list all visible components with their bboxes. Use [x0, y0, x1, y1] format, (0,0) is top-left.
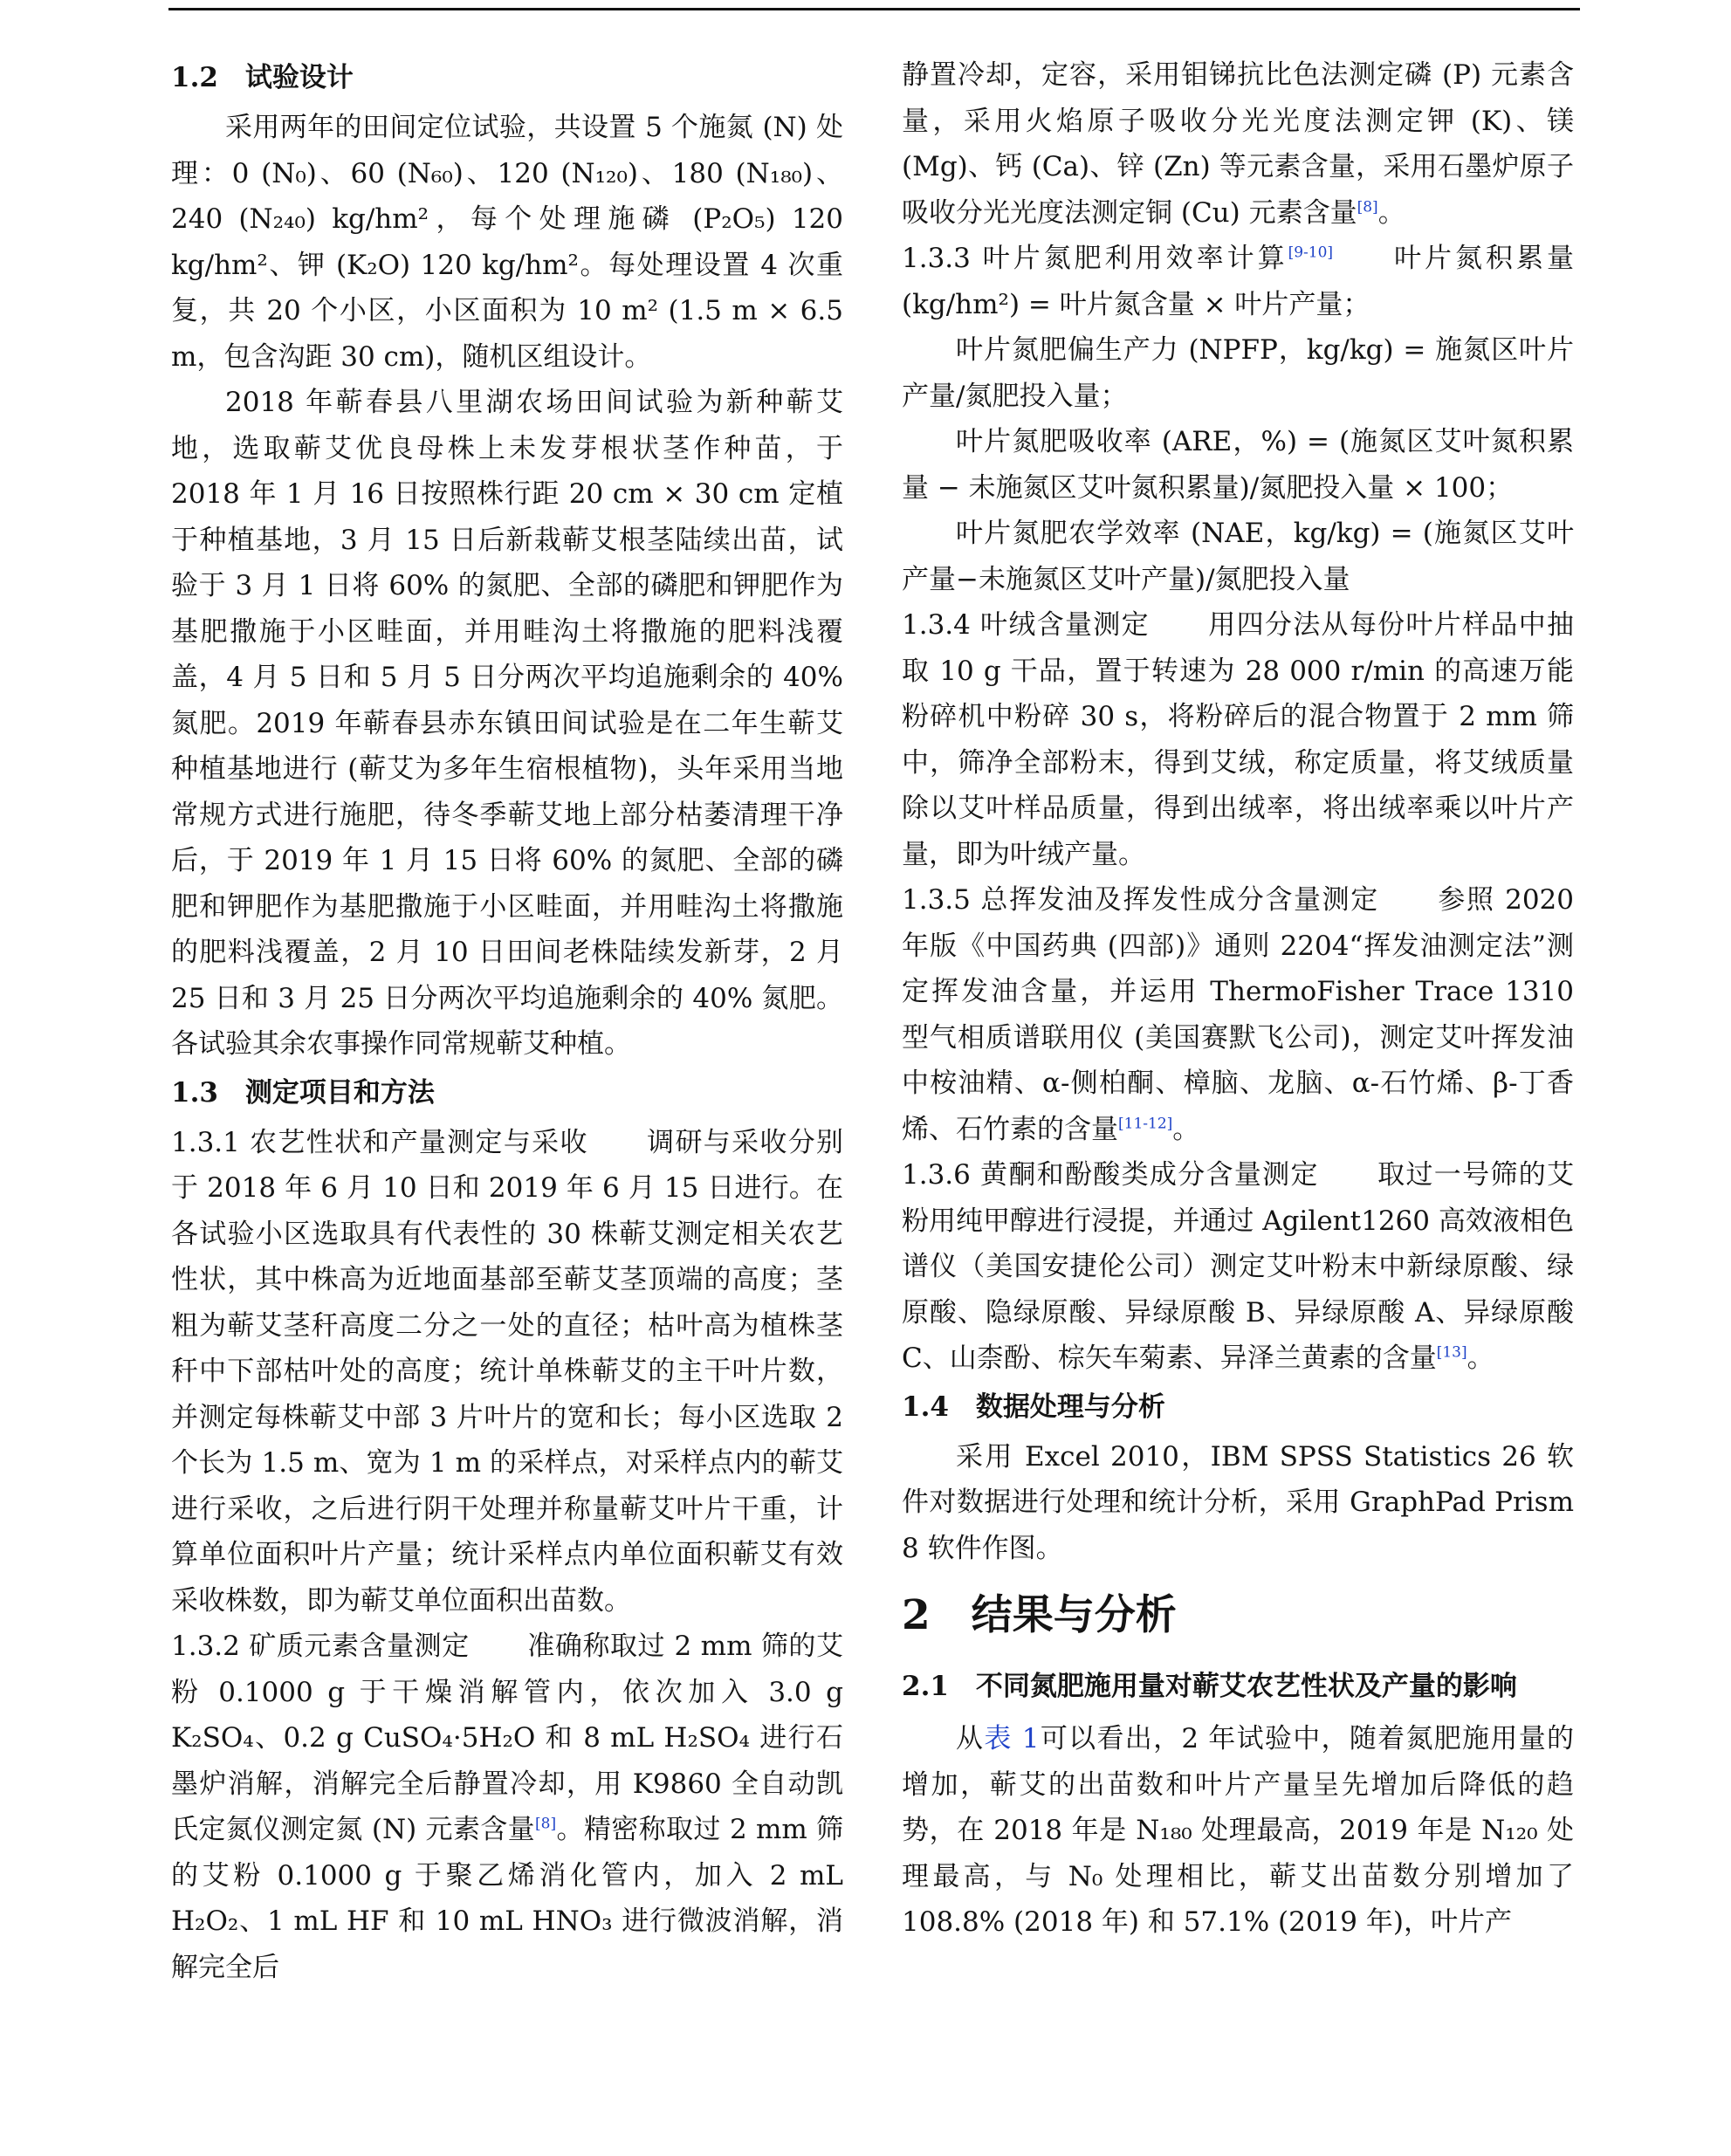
formula-are: 叶片氮肥吸收率 (ARE，%) = (施氮区艾叶氮积累量 − 未施氮区艾叶氮积累量)/氮肥投入量 × 100；	[902, 426, 1574, 504]
text-1-3-1: 调研与采收分别于 2018 年 6 月 10 日和 2019 年 6 月 15 日进行。在各试验小区选取具有代表性的 30 株蕲艾测定相关农艺性状，其中株高为近地面基部至蕲艾茎顶端的高度；茎粗为蕲艾茎秆高度二分之一处的直径；枯叶高为植株茎秆中下部枯叶处的高度；统计单株蕲艾的主干叶片数，并测定每株蕲艾中部 3 片叶片的宽和长；每小区选取 2 个长为 1.5 m、宽为 1 m 的采样点，对采样点内的蕲艾进行采收，之后进行阴干处理并称量蕲艾叶片干重，计算单位面积叶片产量；统计采样点内单位面积蕲艾有效采收株数，即为蕲艾单位面积出苗数。	[171, 1126, 844, 1617]
subheading-1-3-5: 1.3.5 总挥发油及挥发性成分含量测定	[902, 884, 1379, 916]
text-cont-a: 静置冷却，定容，采用钼锑抗比色法测定磷 (P) 元素含量，采用火焰原子吸收分光光度法测定钾 (K)、镁 (Mg)、钙 (Ca)、锌 (Zn) 等元素含量，采用石墨炉原子吸收分光光度法测定铜 (Cu) 元素含量	[902, 59, 1574, 229]
subheading-1-3-6: 1.3.6 黄酮和酚酸类成分含量测定	[902, 1159, 1319, 1191]
paragraph-1-3-1	[171, 1120, 843, 1624]
header-rule	[168, 8, 1580, 10]
paragraph-1-3-5: 1.3.5 总挥发油及挥发性成分含量测定 参照 2020 年版《中国药典 (四部)》通则 2204“挥发油测定法”测定挥发油含量，并运用 ThermoFisher Trace 1310 型气相质谱联用仪 (美国赛默飞公司)，测定艾叶挥发油中桉油精、α-侧柏酮、樟脑、龙脑、α-石竹烯、β-丁香烯、石竹素的含量[11-12]。	[902, 884, 1574, 1145]
subheading-1-3-1: 1.3.1 农艺性状和产量测定与采收	[171, 1126, 588, 1158]
text-1-3-4: 用四分法从每份叶片样品中抽取 10 g 干品，置于转速为 28 000 r/min 的高速万能粉碎机中粉碎 30 s，将粉碎后的混合物置于 2 mm 筛中，筛净全部粉末，得到艾绒，称定质量，将艾绒质量除以艾叶样品质量，得到出绒率，将出绒率乘以叶片产量，即为叶绒产量。	[902, 609, 1575, 870]
paragraph-1-3-3	[902, 236, 1574, 327]
section-heading-1-2: 1.2 试验设计	[171, 62, 354, 93]
text-1-3-2b: 。精密称取过 2 mm 筛的艾粉 0.1000 g 于聚乙烯消化管内，加入 2 mL H₂O₂、1 mL HF 和 10 mL HNO₃ 进行微波消解，消解完全后	[171, 1814, 843, 1983]
subheading-1-3-2: 1.3.2 矿质元素含量测定	[171, 1631, 470, 1662]
paragraph-field-trials: 2018 年蕲春县八里湖农场田间试验为新种蕲艾地，选取蕲艾优良母株上未发芽根状茎作种苗，于 2018 年 1 月 16 日按照株行距 20 cm × 30 cm 定植于种植基地，3 月 15 日后新栽蕲艾根茎陆续出苗，试验于 3 月 1 日将 60% 的氮肥、全部的磷肥和钾肥作为基肥撒施于小区畦面，并用畦沟土将撒施的肥料浅覆盖，4 月 5 日和 5 月 5 日分两次平均追施剩余的 40% 氮肥。2019 年蕲春县赤东镇田间试验是在二年生蕲艾种植基地进行 (蕲艾为多年生宿根植物)，头年采用当地常规方式进行施肥，待冬季蕲艾地上部分枯萎清理干净后，于 2019 年 1 月 15 日将 60% 的氮肥、全部的磷肥和钾肥作为基肥撒施于小区畦面，并用畦沟土将撒施的肥料浅覆盖，2 月 10 日田间老株陆续发新芽，2 月 25 日和 3 月 25 日分两次平均追施剩余的 40% 氮肥。各试验其余农事操作同常规蕲艾种植。	[171, 387, 843, 1060]
text-2-1-pre: 从	[956, 1723, 985, 1754]
section-heading-1-4: 1.4 数据处理与分析	[902, 1390, 1165, 1423]
subheading-1-3-4: 1.3.4 叶绒含量测定	[902, 609, 1150, 641]
text-1-3-3: 叶片氮积累量 (kg/hm²) = 叶片氮含量 × 叶片产量；	[902, 243, 1575, 320]
paragraph-1-3-2	[171, 1624, 843, 1990]
text-1-3-6: 取过一号筛的艾粉用纯甲醇进行浸提，并通过 Agilent1260 高效液相色谱仪（美国安捷伦公司）测定艾叶粉末中新绿原酸、绿原酸、隐绿原酸、异绿原酸 B、异绿原酸 A、异绿原酸 C、山柰酚、棕矢车菊素、异泽兰黄素的含量	[902, 1159, 1575, 1374]
paragraph-2-1	[902, 1716, 1574, 1946]
citation-9-10[interactable]: [9-10]	[1288, 244, 1334, 262]
paragraph-1-3-4	[902, 602, 1574, 877]
citation-8a[interactable]: [8]	[535, 1815, 557, 1833]
paragraph-1-3-6: 1.3.6 黄酮和酚酸类成分含量测定 取过一号筛的艾粉用纯甲醇进行浸提，并通过 Agilent1260 高效液相色谱仪（美国安捷伦公司）测定艾叶粉末中新绿原酸、绿原酸、隐绿原酸、异绿原酸 B、异绿原酸 A、异绿原酸 C、山柰酚、棕矢车菊素、异泽兰黄素的含量[13]。	[902, 1159, 1575, 1374]
text-2-1-post: 可以看出，2 年试验中，随着氮肥施用量的增加，蕲艾的出苗数和叶片产量呈先增加后降低的趋势，在 2018 年是 N₁₈₀ 处理最高，2019 年是 N₁₂₀ 处理最高，与 N₀ 处理相比，蕲艾出苗数分别增加了 108.8% (2018 年) 和 57.1% (2019 年)，叶片产	[902, 1723, 1575, 1938]
section-heading-1-3: 1.3 测定项目和方法	[171, 1076, 435, 1109]
citation-8b[interactable]: [8]	[1357, 198, 1378, 216]
section-heading-2: 2 结果与分析	[902, 1591, 1177, 1639]
table-1-link[interactable]: 表 1	[984, 1723, 1040, 1754]
paragraph-mineral-continued	[902, 52, 1574, 236]
section-heading-2-1: 2.1 不同氮肥施用量对蕲艾农艺性状及产量的影响	[902, 1671, 1517, 1702]
paragraph-data-analysis: 采用 Excel 2010，IBM SPSS Statistics 26 软件对数据进行处理和统计分析，采用 GraphPad Prism 8 软件作图。	[902, 1440, 1574, 1564]
right-column	[902, 52, 1574, 1946]
paragraph-treatments: 采用两年的田间定位试验，共设置 5 个施氮 (N) 处理：0 (N₀)、60 (N₆₀)、120 (N₁₂₀)、180 (N₁₈₀)、240 (N₂₄₀) kg/hm²，每个处理施磷 (P₂O₅) 120 kg/hm²、钾 (K₂O) 120 kg/hm²。每处理设置 4 次重复，共 20 个小区，小区面积为 10 m² (1.5 m × 6.5 m，包含沟距 30 cm)，随机区组设计。	[171, 112, 843, 373]
subheading-1-3-3: 1.3.3 叶片氮肥利用效率计算	[902, 243, 1288, 274]
formula-nae: 叶片氮肥农学效率 (NAE，kg/kg) = (施氮区艾叶产量−未施氮区艾叶产量)/氮肥投入量	[902, 518, 1574, 595]
text-cont-b: 。	[1377, 196, 1405, 229]
text-1-3-5: 参照 2020 年版《中国药典 (四部)》通则 2204“挥发油测定法”测定挥发油含量，并运用 ThermoFisher Trace 1310 型气相质谱联用仪 (美国赛默飞公司)，测定艾叶挥发油中桉油精、α-侧柏酮、樟脑、龙脑、α-石竹烯、β-丁香烯、石竹素的含量	[902, 884, 1574, 1145]
left-column	[171, 52, 843, 1990]
citation-11-12[interactable]: [11-12]	[1118, 1115, 1173, 1133]
formula-npfp: 叶片氮肥偏生产力 (NPFP，kg/kg) = 施氮区叶片产量/氮肥投入量；	[902, 334, 1574, 412]
citation-13[interactable]: [13]	[1436, 1343, 1467, 1362]
text-1-3-2a: 准确称取过 2 mm 筛的艾粉 0.1000 g 于干燥消解管内，依次加入 3.0 g K₂SO₄、0.2 g CuSO₄·5H₂O 和 8 mL H₂SO₄ 进行石墨炉消解，消解完全后静置冷却，用 K9860 全自动凯氏定氮仪测定氮 (N) 元素含量	[171, 1631, 843, 1845]
